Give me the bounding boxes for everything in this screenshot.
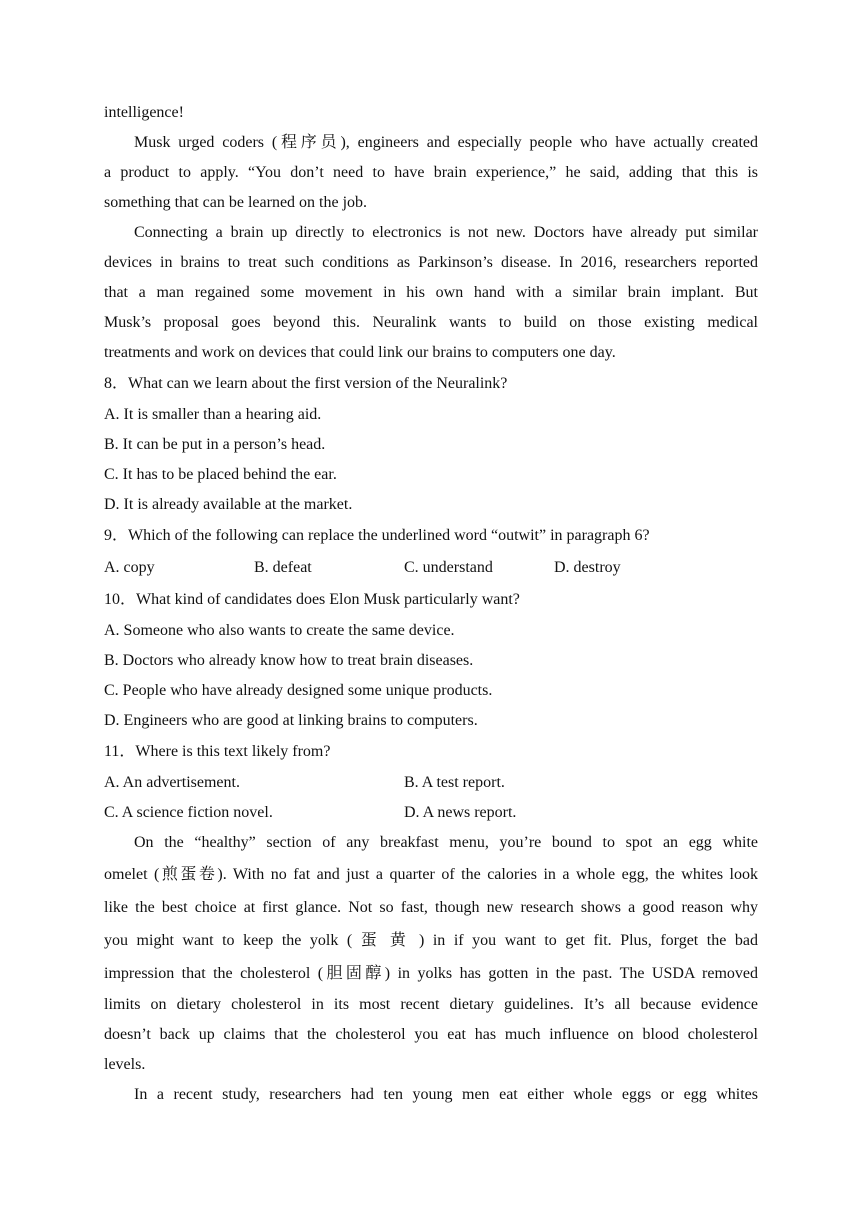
option-9a: A. copy [104, 559, 155, 576]
passage-line: impression that the cholesterol (胆固醇) in yolks has gotten in the past. The USDA removed [104, 965, 758, 982]
passage-line: Musk’s proposal goes beyond this. Neuralink wants to build on those existing medical [104, 314, 758, 331]
options-row-11-top [104, 768, 758, 798]
option-9b: B. defeat [254, 559, 312, 576]
passage-line: devices in brains to treat such conditions as Parkinson’s disease. In 2016, researchers reported [104, 254, 758, 271]
question-stem-9: 9．Which of the following can replace the underlined word “outwit” in paragraph 6? [104, 527, 650, 544]
option-9c: C. understand [404, 559, 493, 576]
passage-line: something that can be learned on the job. [104, 194, 368, 211]
question-stem-10: 10．What kind of candidates does Elon Musk particularly want? [104, 591, 520, 608]
passage-line: Musk urged coders (程序员), engineers and especially people who have actually created [134, 134, 758, 151]
options-row-9 [104, 552, 758, 584]
passage-line: limits on dietary cholesterol in its most recent dietary guidelines. It’s all because evidence [104, 996, 758, 1013]
passage-line: omelet (煎蛋卷). With no fat and just a quarter of the calories in a whole egg, the whites look [104, 866, 758, 883]
option-8a: A. It is smaller than a hearing aid. [104, 406, 322, 423]
option-10a: A. Someone who also wants to create the same device. [104, 622, 455, 639]
option-8c: C. It has to be placed behind the ear. [104, 466, 337, 483]
option-10c: C. People who have already designed some unique products. [104, 682, 493, 699]
option-11c: C. A science fiction novel. [104, 804, 273, 821]
option-9d: D. destroy [554, 559, 621, 576]
passage-line: On the “healthy” section of any breakfast menu, you’re bound to spot an egg white [134, 834, 758, 851]
option-8d: D. It is already available at the market. [104, 496, 353, 513]
option-11b: B. A test report. [404, 774, 505, 791]
option-11a: A. An advertisement. [104, 774, 240, 791]
passage-line: you might want to keep the yolk ( 蛋 黄 ) in if you want to get fit. Plus, forget the bad [104, 932, 758, 949]
passage-line: Connecting a brain up directly to electronics is not new. Doctors have already put similar [134, 224, 758, 241]
option-10d: D. Engineers who are good at linking brains to computers. [104, 712, 478, 729]
passage-line: that a man regained some movement in his own hand with a similar brain implant. But [104, 284, 758, 301]
options-row-11-bottom [104, 798, 758, 828]
question-stem-11: 11．Where is this text likely from? [104, 743, 331, 760]
passage-line: levels. [104, 1056, 146, 1073]
question-stem-8: 8．What can we learn about the first version of the Neuralink? [104, 375, 508, 392]
option-11d: D. A news report. [404, 804, 517, 821]
option-8b: B. It can be put in a person’s head. [104, 436, 326, 453]
option-10b: B. Doctors who already know how to treat brain diseases. [104, 652, 474, 669]
passage-line: intelligence! [104, 104, 184, 121]
document-page [104, 98, 758, 1110]
passage-line: treatments and work on devices that could link our brains to computers one day. [104, 344, 616, 361]
passage-line: a product to apply. “You don’t need to have brain experience,” he said, adding that this is [104, 164, 758, 181]
passage-line: doesn’t back up claims that the cholesterol you eat has much influence on blood cholesterol [104, 1026, 758, 1043]
passage-line: In a recent study, researchers had ten young men eat either whole eggs or egg whites [134, 1086, 758, 1103]
passage-line: like the best choice at first glance. Not so fast, though new research shows a good reason why [104, 899, 758, 916]
